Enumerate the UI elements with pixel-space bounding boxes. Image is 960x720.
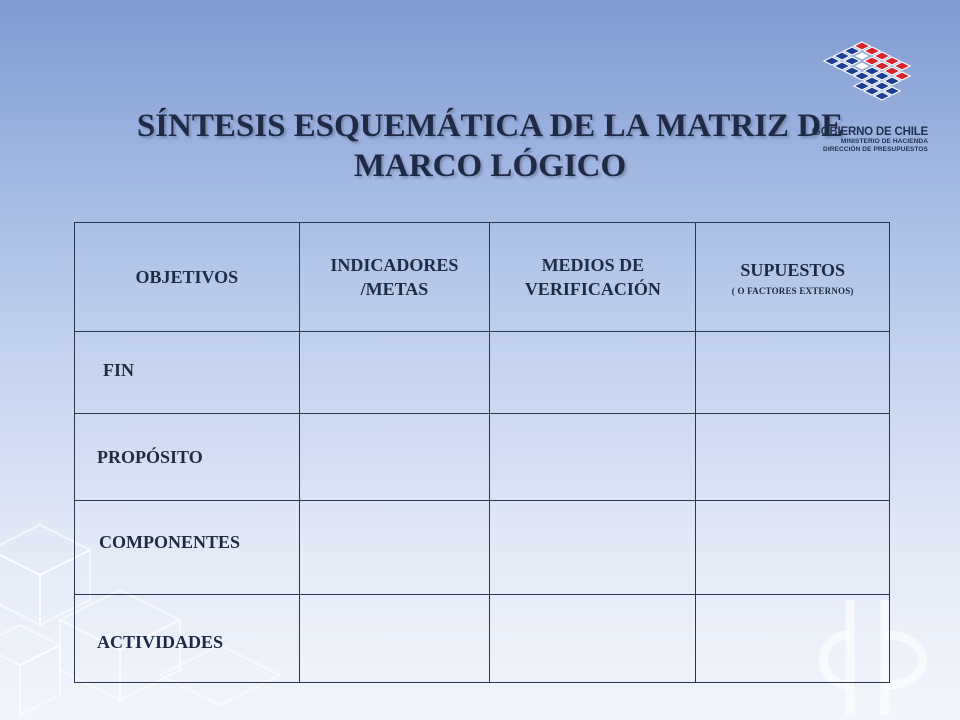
- logo-gobierno-text: GOBIERNO DE CHILE: [811, 126, 928, 138]
- header-supuestos: [696, 223, 890, 332]
- cell-proposito-indicadores: [299, 414, 490, 501]
- row-label-actividades: ACTIVIDADES: [75, 595, 300, 683]
- table-row: [75, 414, 890, 501]
- cell-componentes-medios: [490, 501, 696, 595]
- cell-actividades-supuestos: [696, 595, 890, 683]
- cell-actividades-indicadores: [299, 595, 490, 683]
- slide-title: SÍNTESIS ESQUEMÁTICA DE LA MATRIZ DE MARCO LÓGICO: [136, 108, 844, 184]
- cell-componentes-supuestos: [696, 501, 890, 595]
- cell-fin-indicadores: [299, 332, 490, 414]
- cell-proposito-supuestos: [696, 414, 890, 501]
- cell-componentes-indicadores: [299, 501, 490, 595]
- row-label-proposito: PROPÓSITO: [75, 414, 300, 501]
- cell-fin-supuestos: [696, 332, 890, 414]
- table-row: [75, 595, 890, 683]
- row-label-fin: FIN: [75, 332, 300, 414]
- logo-direccion-text: DIRECCIÓN DE PRESUPUESTOS: [823, 146, 928, 153]
- header-row: [75, 223, 890, 332]
- logical-framework-matrix: [74, 222, 890, 683]
- header-objetivos: OBJETIVOS: [75, 223, 300, 332]
- cell-proposito-medios: [490, 414, 696, 501]
- header-supuestos-label: SUPUESTOS: [740, 259, 846, 280]
- header-supuestos-sublabel: ( O FACTORES EXTERNOS): [731, 285, 854, 296]
- cell-actividades-medios: [490, 595, 696, 683]
- header-indicadores: INDICADORES /METAS: [299, 223, 490, 332]
- table-row: [75, 332, 890, 414]
- cell-fin-medios: [490, 332, 696, 414]
- header-medios: MEDIOS DE VERIFICACIÓN: [490, 223, 696, 332]
- row-label-componentes: COMPONENTES: [75, 501, 300, 595]
- logo-ministerio-text: MINISTERIO DE HACIENDA: [840, 138, 928, 145]
- table-row: [75, 501, 890, 595]
